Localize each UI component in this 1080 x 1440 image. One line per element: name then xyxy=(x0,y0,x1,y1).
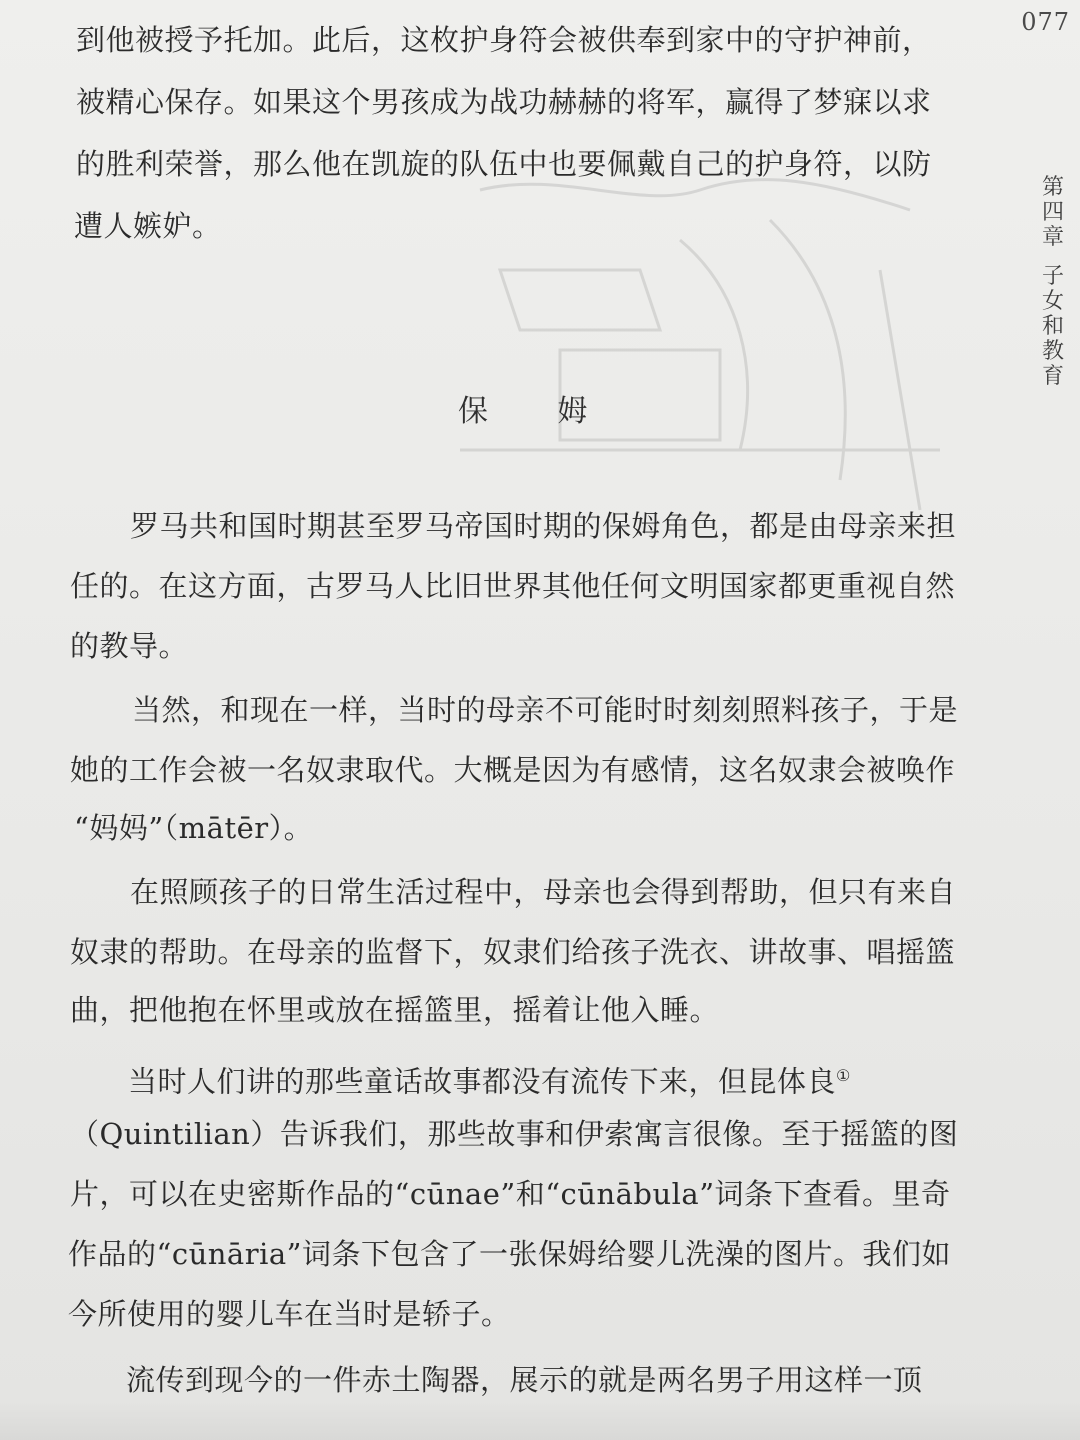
running-head-char: 章 xyxy=(1041,225,1064,250)
text-line: 的教导。 xyxy=(70,629,189,663)
running-head-char: 子 xyxy=(1041,264,1064,289)
text-line: 作品的“cūnāria”词条下包含了一张保姆给婴儿洗澡的图片。我们如 xyxy=(68,1237,951,1271)
show-through-illustration xyxy=(440,150,960,530)
text-line: 当然，和现在一样，当时的母亲不可能时时刻刻照料孩子，于是 xyxy=(132,693,959,727)
text-line: 在照顾孩子的日常生活过程中，母亲也会得到帮助，但只有来自 xyxy=(130,875,957,909)
text-line: 遭人嫉妒。 xyxy=(74,209,222,243)
running-head-char: 四 xyxy=(1041,200,1064,225)
chapter-running-head xyxy=(1040,175,1066,389)
text-line xyxy=(128,1058,851,1100)
running-head-char: 教 xyxy=(1041,339,1064,364)
running-head-char: 育 xyxy=(1041,364,1064,389)
text-line: 曲，把他抱在怀里或放在摇篮里，摇着让他入睡。 xyxy=(70,993,720,1027)
text-line: 她的工作会被一名奴隶取代。大概是因为有感情，这名奴隶会被唤作 xyxy=(70,753,956,787)
text-line: 今所使用的婴儿车在当时是轿子。 xyxy=(68,1297,511,1331)
running-head-char: 第 xyxy=(1041,175,1064,200)
text-line: 的胜利荣誉，那么他在凯旋的队伍中也要佩戴自己的护身符，以防 xyxy=(76,147,932,181)
running-head-char: 女 xyxy=(1041,289,1064,314)
text-line: 到他被授予托加。此后，这枚护身符会被供奉到家中的守护神前， xyxy=(76,23,932,57)
page-shadow xyxy=(0,1400,1080,1440)
footnote-marker: ① xyxy=(836,1066,851,1085)
text-line: （Quintilian）告诉我们，那些故事和伊索寓言很像。至于摇篮的图 xyxy=(70,1117,959,1151)
text-line: 流传到现今的一件赤土陶器，展示的就是两名男子用这样一顶 xyxy=(126,1363,923,1397)
text-line: 被精心保存。如果这个男孩成为战功赫赫的将军，赢得了梦寐以求 xyxy=(76,85,932,119)
text-line: 任的。在这方面，古罗马人比旧世界其他任何文明国家都更重视自然 xyxy=(70,569,956,603)
section-heading: 保 姆 xyxy=(458,394,618,429)
running-head-char: 和 xyxy=(1041,314,1064,339)
text-line: 奴隶的帮助。在母亲的监督下，奴隶们给孩子洗衣、讲故事、唱摇篮 xyxy=(70,935,956,969)
page-number: 077 xyxy=(1021,8,1070,36)
text-line-content: 当时人们讲的那些童话故事都没有流传下来，但昆体良 xyxy=(128,1064,837,1099)
text-line: 罗马共和国时期甚至罗马帝国时期的保姆角色，都是由母亲来担 xyxy=(130,509,957,543)
text-line: “妈妈”（mātēr）。 xyxy=(74,811,314,845)
text-line: 片，可以在史密斯作品的“cūnae”和“cūnābula”词条下查看。里奇 xyxy=(70,1177,951,1211)
